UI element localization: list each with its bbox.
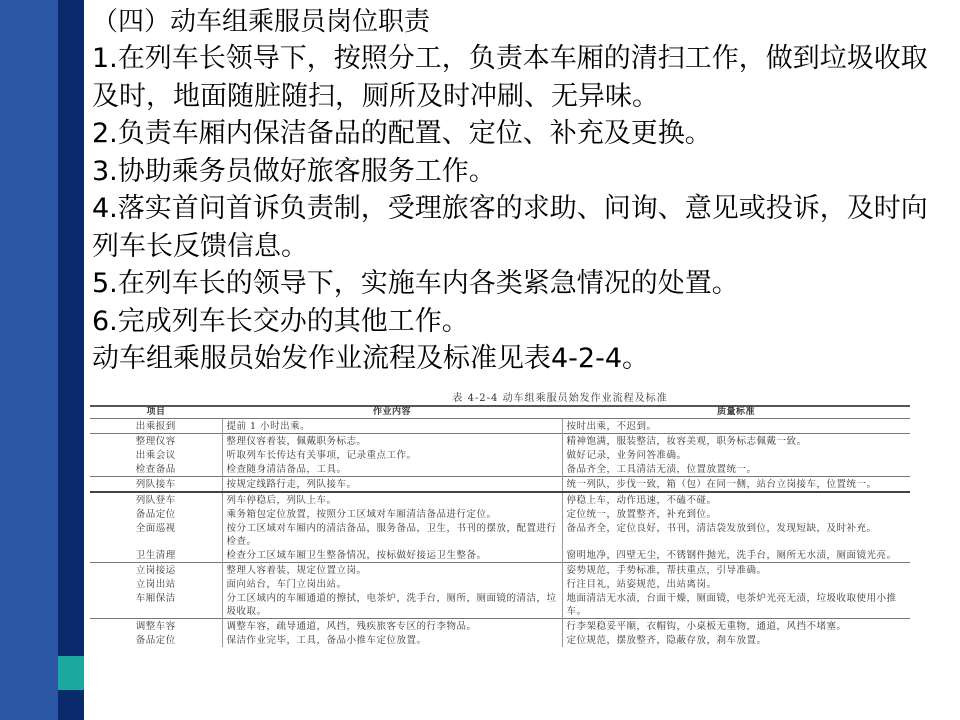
header-content: 作业内容 — [222, 406, 562, 419]
row-item: 列队接车 — [90, 477, 222, 493]
row-item: 备品定位 — [135, 635, 176, 646]
table-reference: 动车组乘服员始发作业流程及标准见表4-2-4。 — [92, 343, 650, 374]
table-row — [90, 619, 910, 634]
row-item: 出乘会议 — [135, 450, 176, 461]
row-content: 按分工区域对车厢内的清洁备品，服务备品，卫生，书刊的摆放，配置进行检查。 — [222, 521, 562, 548]
row-content: 提前 1 小时出乘。 — [222, 419, 562, 434]
slide-content — [92, 4, 954, 378]
row-item: 卫生清理 — [135, 550, 176, 561]
row-standard: 备品齐全，定位良好，书刊，清洁袋发放到位，发现短缺，及时补充。 — [562, 521, 910, 548]
row-standard: 定位统一，放置整齐，补充到位。 — [562, 507, 910, 521]
duty-item-5: 5.在列车长的领导下，实施车内各类紧急情况的处置。 — [92, 268, 739, 299]
table-row — [90, 548, 910, 563]
row-item: 整理仪容 — [90, 434, 222, 449]
duty-item-3: 3.协助乘务员做好旅客服务工作。 — [92, 155, 496, 187]
duty-item-2: 2.负责车厢内保洁备品的配置、定位、补充及更换。 — [92, 118, 712, 149]
row-standard: 地面清洁无水渍，台面干燥，厕面镜，电茶炉光亮无渍，垃圾收取使用小推车。 — [562, 591, 910, 619]
row-content: 乘务箱包定位放置，按照分工区域对车厢清洁备品进行定位。 — [222, 507, 562, 521]
row-item: 列队登车 — [90, 492, 222, 507]
left-sidebar-accent — [58, 0, 84, 720]
row-content: 分工区域内的车厢通道的擦拭，电茶炉，洗手台，厕所，厕面镜的清洁，垃圾收取。 — [222, 591, 562, 619]
row-standard: 停稳上车，动作迅速，不磕不碰。 — [562, 492, 910, 507]
row-content: 听取列车长传达有关事项，记录重点工作。 — [222, 448, 562, 462]
row-standard: 备品齐全，工具清洁无渍，位置放置统一。 — [562, 462, 910, 477]
table-row — [90, 577, 910, 591]
table-row — [90, 462, 910, 477]
row-item: 备品定位 — [135, 509, 176, 520]
duty-item-1: 1.在列车长领导下，按照分工，负责本车厢的清扫工作，做到垃圾收取及时，地面随脏随扫，厕所及时冲刷、无异味。 — [92, 43, 928, 112]
row-item: 立岗接运 — [90, 563, 222, 578]
row-standard: 行注目礼，站姿规范，出站离岗。 — [562, 577, 910, 591]
row-item: 调整车容 — [90, 619, 222, 634]
table-row — [90, 492, 910, 507]
row-item: 全面巡视 — [135, 523, 176, 534]
flow-table-image — [90, 392, 910, 687]
row-content: 面向站台，车门立岗出站。 — [222, 577, 562, 591]
row-content: 整理人容着装，规定位置立岗。 — [222, 563, 562, 578]
table-row — [90, 434, 910, 449]
table-row — [90, 563, 910, 578]
row-content: 检查分工区域车厢卫生整备情况，按标做好接运卫生整备。 — [222, 548, 562, 563]
row-content: 保洁作业完毕，工具，备品小推车定位放置。 — [222, 633, 562, 647]
row-standard: 姿势规范，手势标准，帮扶重点，引导准确。 — [562, 563, 910, 578]
header-item: 项目 — [90, 406, 222, 419]
section-title: （四）动车组乘服员岗位职责 — [92, 7, 431, 37]
row-standard: 按时出乘，不迟到。 — [562, 419, 910, 434]
row-item: 出乘报到 — [135, 421, 176, 432]
flow-standard-table — [90, 405, 910, 647]
row-standard: 统一列队，步伐一致，箱（包）在同一侧，站台立岗接车，位置统一。 — [562, 477, 910, 493]
row-standard: 行李架稳妥平顺，衣帽钩，小桌板无重物，通道，风挡不堵塞。 — [562, 619, 910, 634]
row-standard: 做好记录，业务问答准确。 — [562, 448, 910, 462]
row-standard: 精神饱满，服装整洁，妆容美观，职务标志佩戴一致。 — [562, 434, 910, 449]
left-sidebar-band — [0, 0, 58, 720]
table-row — [90, 521, 910, 548]
table-caption: 表 4-2-4 动车组乘服员始发作业流程及标准 — [452, 393, 668, 404]
row-content: 检查随身清洁备品，工具。 — [222, 462, 562, 477]
row-item: 检查备品 — [135, 464, 176, 475]
duty-item-6: 6.完成列车长交办的其他工作。 — [92, 305, 469, 337]
duty-item-4: 4.落实首问首诉负责制，受理旅客的求助、问询、意见或投诉，及时向列车长反馈信息。 — [92, 193, 928, 262]
row-item: 立岗出站 — [135, 579, 176, 590]
table-row — [90, 448, 910, 462]
table-row — [90, 419, 910, 434]
row-content: 调整车容，疏导通道，风挡，残疾旅客专区的行李物品。 — [222, 619, 562, 634]
row-standard: 定位规范，摆放整齐，隐蔽存放，刹车放置。 — [562, 633, 910, 647]
table-row — [90, 477, 910, 493]
teal-accent-square — [58, 656, 84, 690]
table-row — [90, 633, 910, 647]
table-row — [90, 591, 910, 619]
row-content: 整理仪容着装，佩戴职务标志。 — [222, 434, 562, 449]
row-content: 按规定线路行走，列队接车。 — [222, 477, 562, 493]
row-item: 车厢保洁 — [135, 593, 176, 604]
table-row — [90, 507, 910, 521]
header-standard: 质量标准 — [562, 406, 910, 419]
row-content: 列车停稳后，列队上车。 — [222, 492, 562, 507]
row-standard: 窗明地净，四壁无尘，不锈钢件抛光，洗手台，厕所无水渍，厕面镜光亮。 — [562, 548, 910, 563]
